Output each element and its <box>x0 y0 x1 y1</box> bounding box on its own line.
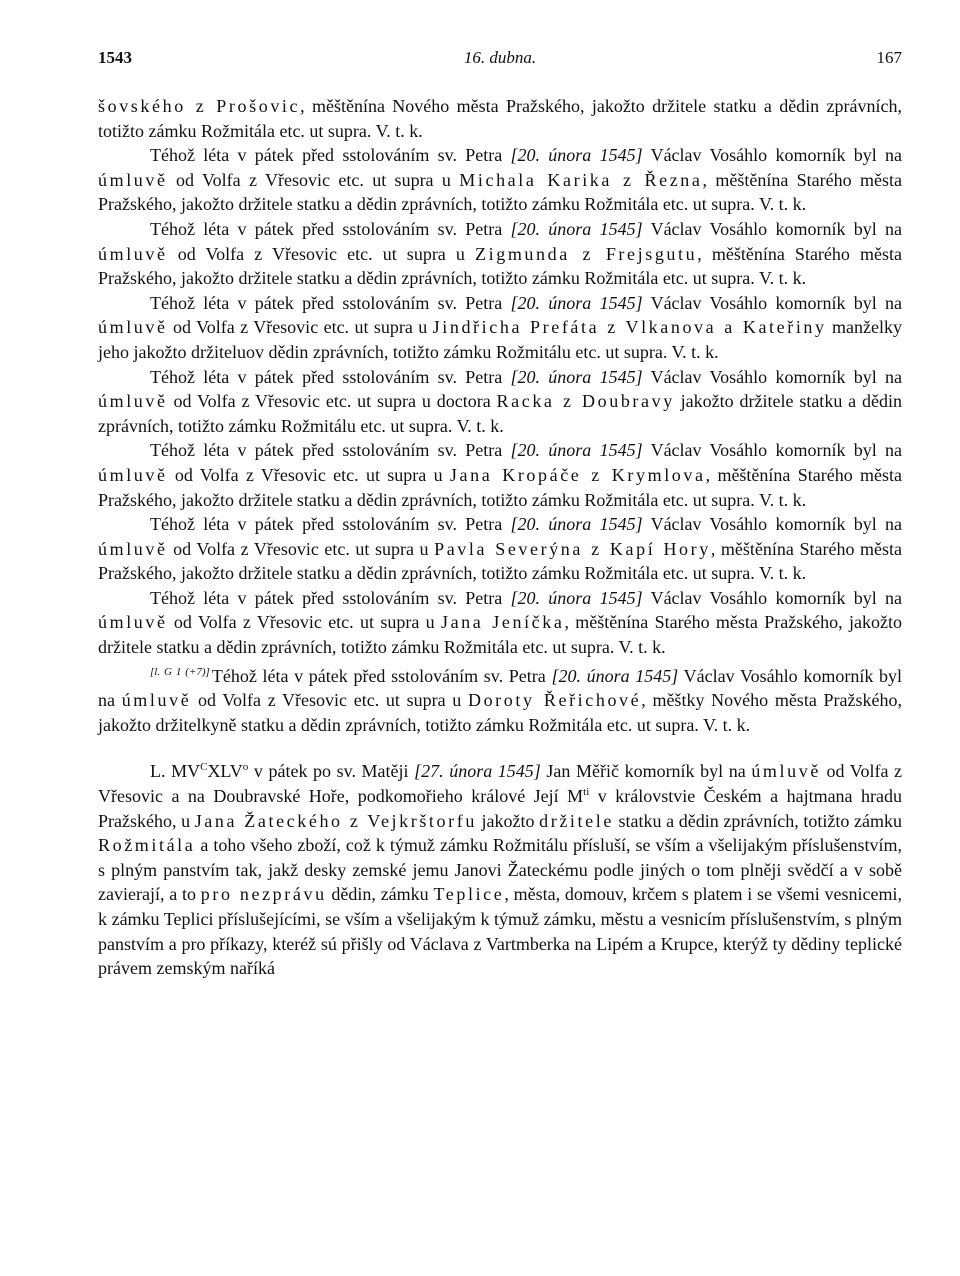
entry-paragraph <box>98 586 902 660</box>
entry-text: od Volfa z Vřesovic etc. ut supra u <box>167 243 476 264</box>
separator: , <box>705 464 718 485</box>
entry-text: , města, domouv, krčem s platem i se všemi vesnicemi, k zámku Teplici příslušejícími, se vším a všelijakým k týmuž zámku, městu a vesnicím příslušenstvím, s plným panstvím a pro příkazy, kteréž sú přišly od Václava z Vartmberka na Lipém a Krupce, kterýž ty dědiny teplické právem zemským naříká <box>98 884 902 979</box>
person-name: Michala Karika z Řezna <box>459 169 703 190</box>
umluve-word: úmluvě <box>98 169 168 190</box>
entry-text: statku a dědin zprávních, totižto zámku <box>613 810 902 831</box>
umluve-word: úmluvě <box>98 391 168 412</box>
entry-text: Václav Vosáhlo komorník byl na <box>642 587 903 608</box>
entry-text: , měštěnína Nového města Pražského, jakožto držitele statku a dědin zprávních, totižto zámku Rožmitála etc. ut supra. V. t. k. <box>98 96 903 141</box>
entry-intro: Téhož léta v pátek před sstolováním sv. Petra <box>150 145 511 166</box>
entry-text: manželky jeho jakožto držiteluov dědin zprávních, totižto zámku Rožmitálu etc. ut supra. V. t. k. <box>98 317 902 362</box>
entry-text: od Volfa z Vřesovic etc. ut supra u <box>167 391 437 412</box>
entry-text: od Volfa z Vřesovic etc. ut supra u <box>167 538 435 559</box>
person-name: šovského z Prošovic <box>98 96 301 116</box>
entry-text: a toho všeho zboží, což k týmuž zámku Rožmitálu přísluší, se vším a všelijakým příslušenstvím, s plným panstvím tak, jakž desky zemské jemu Janovi Žateckému podle jiných o tom plněji svědčí a v sobě zavierají, a to <box>98 835 902 905</box>
entry-text: doctora <box>436 391 497 412</box>
entry-text: měštěnína Starého města Pražského, <box>98 243 903 289</box>
entry-date: [20. února 1545] <box>510 292 643 313</box>
person-name: Jindřicha Prefáta z Vlkanova a Kateřiny <box>432 317 827 338</box>
entry-date: [20. února 1545] <box>551 665 679 686</box>
entry-paragraph <box>98 217 902 291</box>
year-text: L. MV <box>150 761 201 782</box>
entry-text: jakožto držitele statku a dědin zprávních, totižto zámku Rožmitála etc. ut supra. V. t. k. <box>176 489 807 510</box>
superscript: ti <box>583 786 590 799</box>
entry-paragraph <box>98 660 902 738</box>
entry-intro: Téhož léta v pátek před sstolováním sv. Petra <box>150 366 511 387</box>
superscript: o <box>242 761 249 774</box>
entry-text: v královstvie Českém a hajtmana hradu Pražského, u <box>98 786 902 831</box>
entry-text: jakožto držitele statku a dědin zprávních, totižto zámku Rožmitála etc. ut supra. V. t. k. <box>176 268 807 289</box>
person-name: Jana Kropáče z Krymlova <box>449 464 706 485</box>
page-number: 167 <box>876 48 902 67</box>
entry-intro: Téhož léta v pátek před sstolováním sv. Petra <box>150 587 511 608</box>
entry-text: jakožto držitele statku a dědin zprávních, totižto zámku Rožmitálu etc. ut supra. V. t. k. <box>98 391 902 436</box>
entry-intro: Téhož léta v pátek před sstolováním sv. Petra <box>150 218 511 239</box>
person-name: Jana Žateckého z Vejkrštorfu <box>194 810 477 831</box>
year-text: XLV <box>207 761 243 782</box>
person-name: Jana Jeníčka <box>440 612 565 633</box>
entry-date: [27. února 1545] <box>414 761 541 782</box>
entry-intro: Téhož léta v pátek před sstolováním sv. Petra <box>150 514 511 535</box>
separator: , <box>702 169 716 190</box>
separator: , <box>710 538 721 559</box>
entry-text: jakožto držitele statku a dědin zprávních, totižto zámku Rožmitála etc. ut supra. V. t. k. <box>176 563 807 584</box>
entry-paragraph-1545 <box>98 759 902 980</box>
entry-paragraph <box>98 512 902 586</box>
entry-text: Jan Měřič komorník byl na <box>540 761 752 782</box>
entry-text: Václav Vosáhlo komorník byl na <box>98 665 902 711</box>
entry-date: [20. února 1545] <box>510 218 643 239</box>
entry-date: [20. února 1545] <box>510 440 643 461</box>
separator: , <box>564 612 576 633</box>
entry-text: , měštky Nového města Pražského, jakožto držitelkyně statku a dědin zprávních, totižto zámku Rožmitála etc. ut supra. V. t. k. <box>98 690 902 735</box>
header-year: 1543 <box>98 48 132 67</box>
superscript: C <box>200 761 208 774</box>
spaced-word: Teplice <box>433 884 505 905</box>
entry-paragraph <box>98 291 902 365</box>
entry-text: od Volfa z Vřesovic etc. ut supra u <box>167 317 433 338</box>
entry-text: dědin, zámku <box>326 884 434 905</box>
person-name: Zigmunda z Frejsgutu <box>475 243 698 264</box>
entry-date: [20. února 1545] <box>510 366 643 387</box>
entry-text: jakožto držitele statku a dědin zprávních, totižto zámku Rožmitála etc. ut supra. V. t. k. <box>176 194 807 215</box>
entry-text: jakožto <box>476 810 540 831</box>
separator: , <box>697 243 712 264</box>
person-name: Doroty Řeřichové <box>467 690 642 711</box>
entry-text: od Volfa z Vřesovic a na Doubravské Hoře, podkomořieho králové Její M <box>98 761 903 807</box>
entry-text: Václav Vosáhlo komorník byl na <box>642 440 903 461</box>
running-header <box>98 48 902 72</box>
entry-text: Václav Vosáhlo komorník byl na <box>642 145 903 166</box>
entry-paragraph <box>98 143 902 217</box>
entry-text: Václav Vosáhlo komorník byl na <box>642 514 903 535</box>
person-name: Racka z Doubravy <box>496 391 675 412</box>
entry-date: [20. února 1545] <box>510 145 643 166</box>
entry-text: měštěnína Starého města Pražského, <box>98 169 902 215</box>
entry-intro: Téhož léta v pátek před sstolováním sv. Petra <box>211 665 552 686</box>
entry-intro: Téhož léta v pátek před sstolováním sv. Petra <box>150 292 511 313</box>
entry-text: měštěnína Starého města Pražského, <box>98 464 903 510</box>
entry-text: jakožto držitele statku a dědin zprávních, totižto zámku Rožmitála etc. ut supra. V. t. k. <box>98 612 902 658</box>
entry-date: [20. února 1545] <box>510 587 643 608</box>
umluve-word: úmluvě <box>751 761 821 782</box>
folio-note: [l. G 1 (+7)] <box>150 665 210 678</box>
entry-text: Václav Vosáhlo komorník byl na <box>642 218 903 239</box>
entry-paragraph <box>98 94 902 143</box>
entry-date: [20. února 1545] <box>510 514 643 535</box>
umluve-word: úmluvě <box>98 538 168 559</box>
umluve-word: úmluvě <box>98 464 168 485</box>
entry-intro: Téhož léta v pátek před sstolováním sv. Petra <box>150 440 511 461</box>
umluve-word: úmluvě <box>98 317 168 338</box>
entry-text: od Volfa z Vřesovic etc. ut supra u <box>167 464 450 485</box>
entry-paragraph <box>98 438 902 512</box>
spaced-word: Rožmitála <box>98 835 196 856</box>
umluve-word: úmluvě <box>121 690 192 711</box>
umluve-word: úmluvě <box>98 612 168 633</box>
entry-text: od Volfa z Vřesovic etc. ut supra u <box>167 612 441 633</box>
entry-text: od Volfa z Vřesovic etc. ut supra u <box>191 690 468 711</box>
spaced-word: pro nezprávu <box>200 884 327 905</box>
entry-text: měštěnína Starého města Pražského, <box>98 538 902 584</box>
umluve-word: úmluvě <box>98 243 168 264</box>
header-date: 16. dubna. <box>463 48 537 67</box>
entry-text: Václav Vosáhlo komorník byl na <box>642 292 903 313</box>
entry-paragraph <box>98 365 902 439</box>
spaced-word: držitele <box>539 810 614 831</box>
entry-text: Václav Vosáhlo komorník byl na <box>642 366 903 387</box>
entry-text: v pátek po sv. Matěji <box>248 761 415 782</box>
entry-text: měštěnína Starého města Pražského, <box>575 612 843 633</box>
page-body <box>98 94 902 981</box>
entry-text: od Volfa z Vřesovic etc. ut supra u <box>167 169 460 190</box>
person-name: Pavla Severýna z Kapí Hory <box>434 538 711 559</box>
